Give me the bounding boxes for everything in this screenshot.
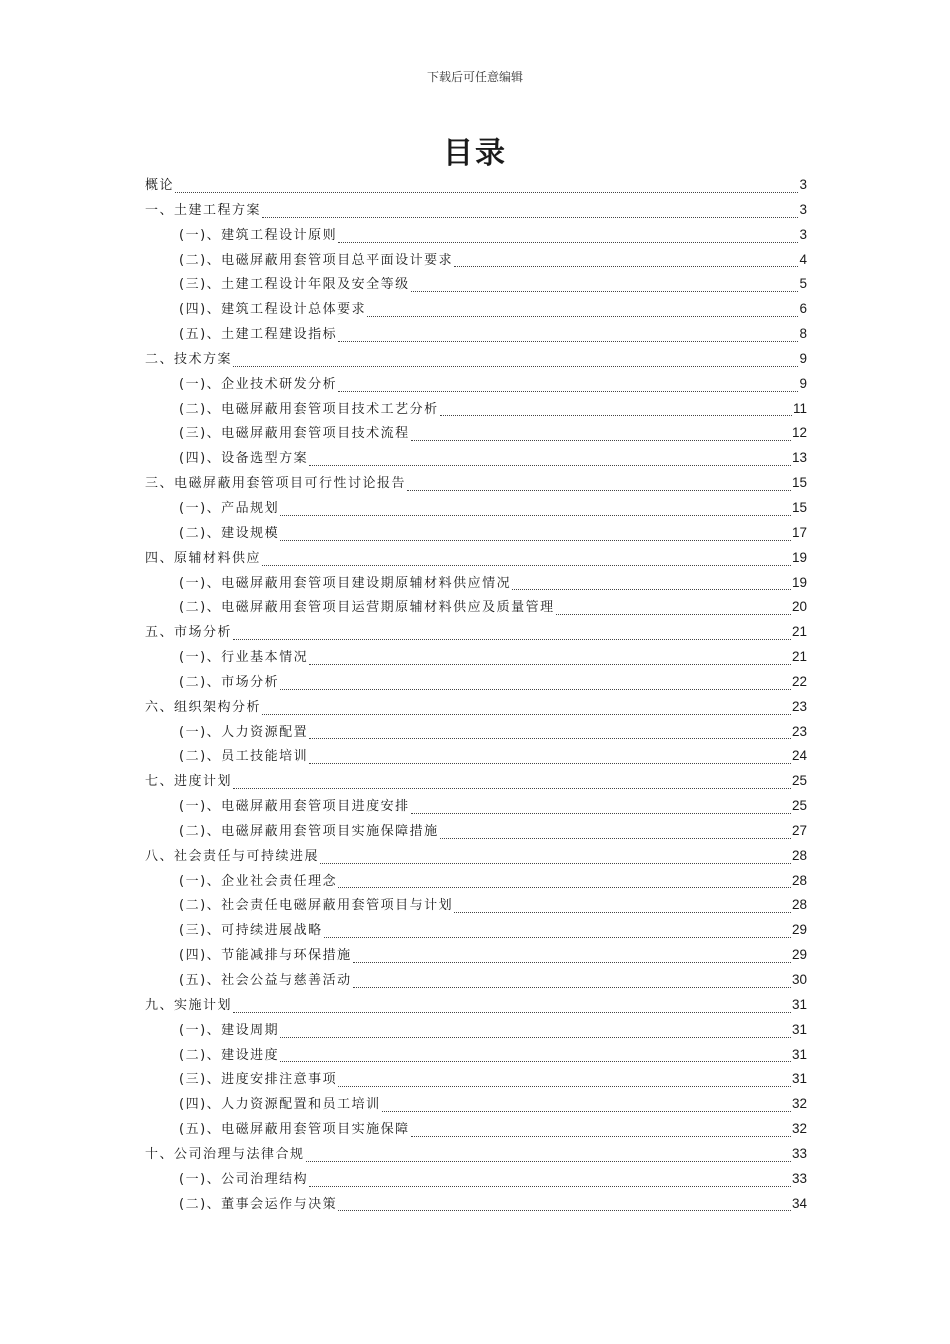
dot-leader (512, 588, 791, 590)
dot-leader (309, 737, 791, 739)
toc-entry-title: (一)、人力资源配置 (179, 724, 309, 740)
toc-page-number: 29 (791, 922, 807, 938)
toc-entry[interactable] (145, 944, 807, 969)
toc-entry[interactable] (145, 1093, 807, 1118)
toc-page-number: 24 (791, 748, 807, 764)
toc-entry[interactable] (145, 224, 807, 249)
dot-leader (411, 812, 791, 814)
toc-entry-title: 概论 (145, 178, 175, 193)
toc-entry[interactable] (145, 770, 807, 795)
toc-page-number: 8 (799, 326, 807, 342)
toc-page-number: 3 (799, 201, 807, 217)
dot-leader (262, 564, 791, 566)
toc-entry[interactable] (145, 1068, 807, 1093)
dot-leader (411, 1135, 791, 1137)
dot-leader (338, 340, 798, 342)
toc-entry-title: 九、实施计划 (145, 997, 233, 1013)
toc-page-number: 17 (791, 524, 807, 540)
dot-leader (233, 365, 798, 367)
toc-entry-title: (三)、土建工程设计年限及安全等级 (179, 277, 410, 293)
dot-leader (309, 464, 791, 466)
toc-page-number: 12 (791, 425, 807, 441)
toc-entry-title: (二)、市场分析 (179, 674, 280, 690)
dot-leader (367, 315, 798, 317)
toc-entry[interactable] (145, 348, 807, 373)
toc-entry[interactable] (145, 1168, 807, 1193)
dot-leader (309, 762, 791, 764)
toc-entry[interactable] (145, 472, 807, 497)
dot-leader (320, 862, 791, 864)
toc-entry-title: (五)、土建工程建设指标 (179, 327, 338, 343)
toc-page-number: 31 (791, 996, 807, 1012)
dot-leader (262, 216, 798, 218)
toc-entry[interactable] (145, 721, 807, 746)
toc-page-number: 15 (791, 475, 807, 491)
toc-page-number: 32 (791, 1121, 807, 1137)
toc-entry[interactable] (145, 621, 807, 646)
dot-leader (338, 1209, 791, 1211)
dot-leader (280, 1036, 791, 1038)
toc-entry[interactable] (145, 497, 807, 522)
toc-entry[interactable] (145, 249, 807, 274)
toc-page-number: 31 (791, 1071, 807, 1087)
toc-entry-title: (一)、行业基本情况 (179, 650, 309, 666)
toc-entry-title: 三、电磁屏蔽用套管项目可行性讨论报告 (145, 476, 407, 492)
toc-page-number: 19 (791, 549, 807, 565)
toc-page-number: 25 (791, 773, 807, 789)
toc-entry[interactable] (145, 522, 807, 547)
toc-entry-title: (四)、设备选型方案 (179, 451, 309, 467)
toc-page-number: 28 (791, 897, 807, 913)
toc-page-number: 27 (791, 822, 807, 838)
toc-entry[interactable] (145, 1044, 807, 1069)
toc-entry-title: (二)、员工技能培训 (179, 749, 309, 765)
toc-page-number: 6 (799, 301, 807, 317)
dot-leader (407, 489, 791, 491)
toc-entry[interactable] (145, 174, 807, 199)
table-of-contents (145, 174, 807, 1217)
toc-entry-title: 二、技术方案 (145, 351, 233, 367)
toc-entry[interactable] (145, 745, 807, 770)
toc-page-number: 11 (792, 400, 807, 416)
toc-page-number: 21 (791, 624, 807, 640)
toc-page-number: 3 (799, 177, 807, 192)
toc-entry-title: (一)、电磁屏蔽用套管项目建设期原辅材料供应情况 (179, 575, 512, 591)
toc-entry-title: (一)、电磁屏蔽用套管项目进度安排 (179, 799, 410, 815)
toc-entry-title: (二)、建设规模 (179, 525, 280, 541)
toc-page-number: 3 (799, 226, 807, 242)
toc-entry-title: (二)、董事会运作与决策 (179, 1196, 338, 1212)
toc-page-number: 31 (791, 1046, 807, 1062)
toc-page-number: 28 (791, 872, 807, 888)
toc-entry-title: (二)、电磁屏蔽用套管项目运营期原辅材料供应及质量管理 (179, 600, 555, 616)
toc-page-number: 21 (791, 649, 807, 665)
toc-entry-title: (一)、公司治理结构 (179, 1171, 309, 1187)
toc-entry[interactable] (145, 696, 807, 721)
toc-page-number: 33 (791, 1145, 807, 1161)
toc-entry[interactable] (145, 572, 807, 597)
toc-entry-title: (四)、建筑工程设计总体要求 (179, 302, 367, 318)
dot-leader (262, 713, 791, 715)
dot-leader (309, 1185, 791, 1187)
header-note: 下载后可任意编辑 (426, 70, 523, 84)
toc-entry-title: (五)、社会公益与慈善活动 (179, 973, 352, 988)
dot-leader (353, 961, 791, 963)
toc-entry-title: (四)、节能减排与环保措施 (179, 948, 352, 964)
toc-entry-title: (一)、建设周期 (179, 1022, 280, 1038)
dot-leader (353, 986, 791, 988)
toc-page-number: 13 (791, 450, 807, 466)
toc-entry[interactable] (145, 1143, 807, 1168)
toc-entry-title: 五、市场分析 (145, 625, 233, 641)
toc-entry-title: (二)、电磁屏蔽用套管项目总平面设计要求 (179, 252, 454, 268)
dot-leader (233, 787, 791, 789)
dot-leader (280, 539, 791, 541)
toc-entry-title: (二)、电磁屏蔽用套管项目技术工艺分析 (179, 401, 439, 417)
dot-leader (338, 390, 798, 392)
dot-leader (233, 638, 791, 640)
toc-entry[interactable] (145, 1193, 807, 1218)
toc-entry[interactable] (145, 323, 807, 348)
toc-entry[interactable] (145, 969, 807, 994)
dot-leader (382, 1110, 791, 1112)
toc-page-number: 23 (791, 723, 807, 739)
toc-page-number: 23 (791, 698, 807, 714)
toc-entry-title: (三)、电磁屏蔽用套管项目技术流程 (179, 426, 410, 442)
toc-entry[interactable] (145, 845, 807, 870)
toc-entry[interactable] (145, 820, 807, 845)
toc-entry-title: (一)、产品规划 (179, 500, 280, 516)
toc-entry[interactable] (145, 994, 807, 1019)
toc-entry[interactable] (145, 298, 807, 323)
toc-page-number: 15 (791, 499, 807, 515)
dot-leader (411, 439, 791, 441)
toc-page-number: 32 (791, 1096, 807, 1112)
dot-leader (440, 414, 792, 416)
dot-leader (338, 886, 791, 888)
toc-page-number: 34 (791, 1195, 807, 1211)
toc-entry[interactable] (145, 447, 807, 472)
toc-page-number: 25 (791, 798, 807, 814)
toc-entry[interactable] (145, 671, 807, 696)
toc-page-number: 4 (799, 251, 807, 267)
toc-entry-title: (三)、可持续进展战略 (179, 923, 323, 939)
toc-entry[interactable] (145, 646, 807, 671)
toc-entry-title: (三)、进度安排注意事项 (179, 1072, 338, 1088)
toc-page-number: 5 (799, 276, 807, 292)
toc-page-number: 30 (791, 972, 807, 987)
toc-entry[interactable] (145, 870, 807, 895)
dot-leader (280, 514, 791, 516)
toc-entry-title: 七、进度计划 (145, 774, 233, 790)
toc-page-number: 22 (791, 673, 807, 689)
toc-entry-title: 四、原辅材料供应 (145, 550, 262, 566)
toc-entry[interactable] (145, 1019, 807, 1044)
toc-entry[interactable] (145, 596, 807, 621)
toc-page-number: 9 (799, 375, 807, 391)
dot-leader (280, 1060, 791, 1062)
toc-entry[interactable] (145, 1118, 807, 1143)
toc-entry[interactable] (145, 373, 807, 398)
toc-page-number: 9 (799, 350, 807, 366)
toc-entry[interactable] (145, 422, 807, 447)
page-title: 目录 (443, 136, 507, 171)
toc-page-number: 29 (791, 947, 807, 963)
dot-leader (440, 837, 791, 839)
toc-entry[interactable] (145, 398, 807, 423)
dot-leader (454, 911, 791, 913)
toc-entry-title: (一)、建筑工程设计原则 (179, 227, 338, 243)
toc-page-number: 33 (791, 1170, 807, 1186)
toc-entry-title: (五)、电磁屏蔽用套管项目实施保障 (179, 1122, 410, 1138)
toc-entry-title: (四)、人力资源配置和员工培训 (179, 1097, 381, 1113)
toc-entry-title: 十、公司治理与法律合规 (145, 1146, 305, 1162)
dot-leader (454, 265, 798, 267)
toc-entry[interactable] (145, 273, 807, 298)
dot-leader (411, 290, 799, 292)
toc-entry[interactable] (145, 199, 807, 224)
toc-entry-title: (二)、电磁屏蔽用套管项目实施保障措施 (179, 823, 439, 839)
dot-leader (338, 1085, 791, 1087)
dot-leader (175, 191, 798, 193)
dot-leader (309, 663, 791, 665)
toc-entry-title: 一、土建工程方案 (145, 202, 262, 218)
toc-entry-title: (一)、企业技术研发分析 (179, 376, 338, 392)
toc-entry[interactable] (145, 894, 807, 919)
toc-entry[interactable] (145, 547, 807, 572)
dot-leader (233, 1011, 791, 1013)
dot-leader (338, 241, 798, 243)
toc-entry-title: 六、组织架构分析 (145, 699, 262, 715)
toc-entry-title: (二)、社会责任电磁屏蔽用套管项目与计划 (179, 898, 454, 914)
toc-entry-title: 八、社会责任与可持续进展 (145, 848, 320, 864)
dot-leader (306, 1160, 791, 1162)
toc-page-number: 28 (791, 847, 807, 863)
toc-entry[interactable] (145, 795, 807, 820)
toc-entry[interactable] (145, 919, 807, 944)
toc-entry-title: (二)、建设进度 (179, 1047, 280, 1063)
toc-page-number: 19 (791, 574, 807, 590)
dot-leader (324, 936, 791, 938)
toc-page-number: 31 (791, 1021, 807, 1037)
dot-leader (280, 688, 791, 690)
toc-page-number: 20 (791, 599, 807, 615)
toc-entry-title: (一)、企业社会责任理念 (179, 873, 338, 889)
dot-leader (556, 613, 791, 615)
